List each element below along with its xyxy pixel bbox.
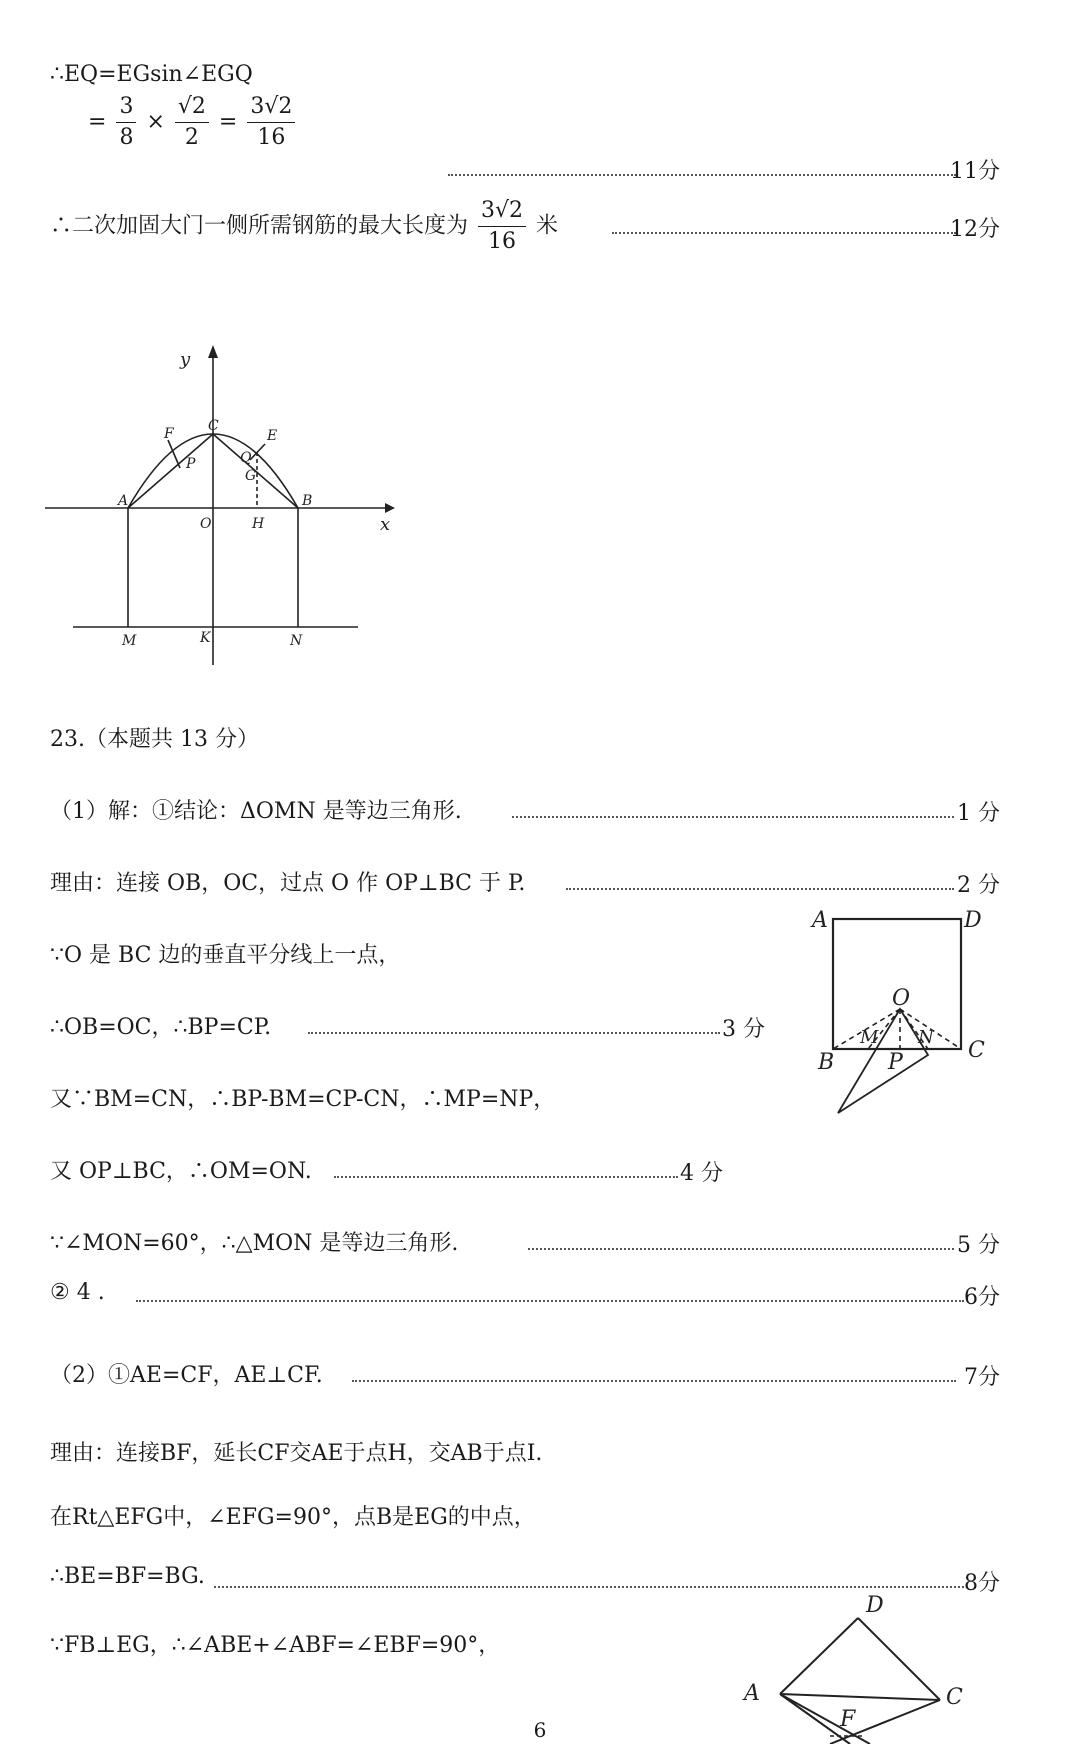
label-H: H	[252, 516, 265, 532]
dotted-leader	[308, 1032, 720, 1034]
times-sign: ×	[146, 109, 165, 135]
q23-line-1: （1）解：①结论：ΔOMN 是等边三角形.	[50, 799, 462, 824]
label-Q: Q	[240, 450, 252, 466]
q23-line-2: 理由：连接 OB，OC，过点 O 作 OP⊥BC 于 P.	[50, 871, 526, 896]
label-D: D	[866, 1593, 884, 1618]
label-P: P	[888, 1050, 903, 1075]
label-F: F	[164, 426, 174, 442]
score-2: 2 分	[957, 873, 1000, 898]
label-F: F	[840, 1707, 856, 1732]
q23-line-5: 又∵BM=CN，∴BP-BM=CP-CN，∴MP=NP，	[50, 1087, 556, 1112]
label-A: A	[812, 908, 828, 933]
eq-sign: =	[88, 109, 107, 135]
dotted-leader	[334, 1176, 678, 1178]
q23-line-9: （2）①AE=CF，AE⊥CF.	[50, 1363, 323, 1388]
label-O: O	[200, 516, 212, 532]
fraction-numerator: √2	[175, 92, 209, 123]
segment-AC	[780, 1694, 940, 1700]
fraction-denominator: 16	[488, 229, 517, 254]
side-AD	[780, 1618, 858, 1694]
dotted-leader	[566, 888, 954, 890]
conclusion-text: ∴二次加固大门一侧所需钢筋的最大长度为	[50, 213, 469, 239]
q23-line-4: ∴OB=OC，∴BP=CP.	[50, 1015, 272, 1040]
fraction-denominator: 2	[184, 125, 199, 150]
dotted-leader	[448, 174, 956, 176]
label-M: M	[860, 1027, 879, 1048]
page-number: 6	[533, 1718, 547, 1742]
fraction-numerator: 3√2	[247, 92, 295, 123]
fraction-denominator: 8	[119, 125, 134, 150]
label-N: N	[290, 633, 303, 649]
label-E: E	[267, 428, 278, 444]
side-DC	[858, 1618, 940, 1700]
score-4: 4 分	[680, 1161, 723, 1186]
score-11: 11分	[950, 159, 1000, 184]
triangle	[838, 1009, 928, 1113]
score-3: 3 分	[722, 1017, 765, 1042]
y-arrow-icon	[208, 345, 218, 358]
score-1: 1 分	[957, 801, 1000, 826]
score-8: 8分	[964, 1571, 1000, 1596]
label-C: C	[208, 418, 219, 434]
fraction-3-8	[116, 92, 136, 153]
calc-line-2	[88, 92, 298, 153]
square-ABCD	[833, 919, 961, 1049]
label-A: A	[744, 1681, 760, 1706]
dotted-leader	[612, 232, 956, 234]
fraction-numerator: 3	[116, 92, 136, 123]
q23-line-12: ∴BE=BF=BG.	[50, 1564, 205, 1589]
dotted-leader	[352, 1380, 956, 1382]
score-5: 5 分	[957, 1233, 1000, 1258]
label-M: M	[122, 633, 137, 649]
fraction-3sqrt2-16	[478, 196, 526, 257]
q23-line-10: 理由：连接BF，延长CF交AE于点H，交AB于点I.	[50, 1441, 543, 1466]
fraction-denominator: 16	[257, 125, 286, 150]
q23-line-7: ∵∠MON=60°，∴△MON 是等边三角形.	[50, 1231, 459, 1256]
question-header: 23.（本题共 13 分）	[50, 727, 259, 752]
conclusion-line	[50, 196, 558, 257]
label-A: A	[118, 493, 129, 509]
square-triangle-figure	[810, 905, 1010, 1125]
q23-line-11: 在Rt△EFG中，∠EFG=90°，点B是EG的中点，	[50, 1505, 536, 1530]
score-12: 12分	[950, 217, 1000, 242]
dotted-leader	[528, 1248, 954, 1250]
label-P: P	[186, 456, 196, 472]
label-D: D	[964, 908, 982, 933]
label-C: C	[968, 1038, 985, 1063]
fraction-3sqrt2-16	[247, 92, 295, 153]
q23-line-13: ∵FB⊥EG，∴∠ABE+∠ABF=∠EBF=90°，	[50, 1633, 501, 1658]
fraction-numerator: 3√2	[478, 196, 526, 227]
unit-text: 米	[536, 213, 559, 239]
dotted-leader	[136, 1300, 964, 1302]
x-arrow-icon	[385, 503, 395, 513]
label-G: G	[245, 468, 257, 484]
label-x: x	[380, 514, 391, 535]
label-O: O	[892, 986, 911, 1011]
q23-line-6: 又 OP⊥BC，∴OM=ON.	[50, 1159, 312, 1184]
equals-sign: =	[218, 109, 238, 135]
label-K: K	[200, 630, 211, 646]
label-C: C	[946, 1685, 963, 1710]
calc-line-1: ∴EQ=EGsin∠EGQ	[50, 62, 253, 87]
fraction-sqrt2-2	[175, 92, 209, 153]
q23-line-8: ② 4 .	[50, 1280, 105, 1305]
score-7: 7分	[964, 1365, 1000, 1390]
label-N: N	[918, 1027, 934, 1048]
score-6: 6分	[964, 1285, 1000, 1310]
q23-line-3: ∵O 是 BC 边的垂直平分线上一点，	[50, 943, 401, 968]
parabola-gate-figure	[40, 340, 410, 670]
label-B: B	[302, 493, 313, 509]
label-y: y	[180, 349, 191, 370]
label-B: B	[818, 1050, 835, 1075]
dotted-leader	[512, 816, 954, 818]
